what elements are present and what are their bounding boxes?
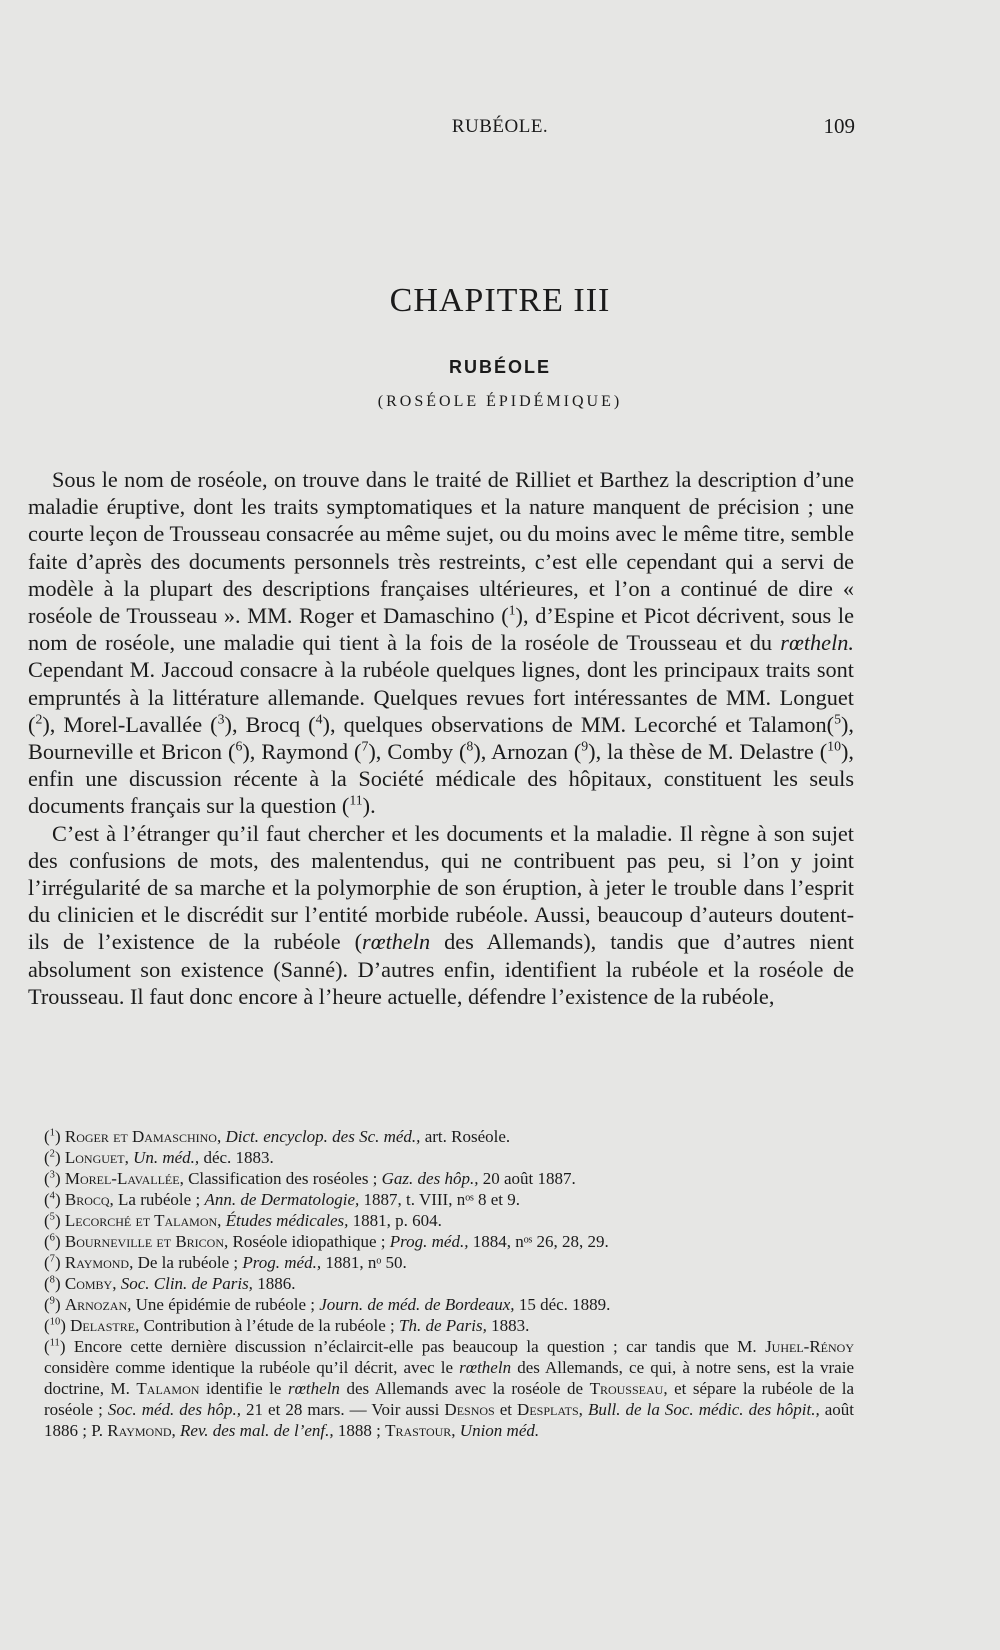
chapter-title: CHAPITRE III: [389, 282, 611, 319]
chapter-alt-name: (ROSÉOLE ÉPIDÉMIQUE): [377, 393, 623, 410]
paragraph-1: Sous le nom de roséole, on trouve dans le traité de Rilliet et Barthez la description d’une maladie éruptive, dont les traits symptomatiques et la nature manquent de précision ; une courte leçon de Trousseau consacrée au même sujet, ou du moins avec le même titre, semble faite d’après des documents personnels très restreints, c’est elle cependant qui a servi de modèle à la plupart des descriptions françaises ultérieures, et l’on a continué de dire « roséole de Trousseau ». MM. Roger et Damaschino ($^1$), d’Espine et Picot décrivent, sous le nom de roséole, une maladie qui tient à la fois de la roséole de Trousseau et du rœtheln. Cependant M. Jaccoud consacre à la rubéole quelques lignes, dont les principaux traits sont empruntés à la littérature allemande. Quelques revues fort intéressantes de MM. Longuet ($^2$), Morel-Lavallée ($^3$), Brocq ($^4$), quelques observations de MM. Lecorché et Talamon($^5$), Bourneville et Bricon ($^6$), Raymond ($^7$), Comby ($^8$), Arnozan ($^9$), la thèse de M. Delastre ($^{10}$), enfin une discussion récente à la Société médicale des hôpitaux, constituent les seuls documents français sur la question ($^{11}$).: [28, 467, 854, 819]
running-head: [0, 110, 1000, 140]
footnote-ref: 1: [508, 602, 516, 618]
footnote: ($^2$) Longuet, Un. méd., déc. 1883.: [44, 1148, 274, 1167]
footnote-ref: 4: [315, 711, 323, 727]
footnote-ref: 10: [827, 738, 841, 754]
footnotes: [28, 1126, 854, 1441]
footnote: ($^4$) Brocq, La rubéole ; Ann. de Dermatologie, 1887, t. VIII, nᵒˢ 8 et 9.: [44, 1190, 520, 1209]
footnote: ($^{11}$) Encore cette dernière discussion n’éclaircit-elle pas beaucoup la question ; car tandis que M. Juhel-Rénoy considère comme identique la rubéole qu’il décrit, avec le rœtheln des Allemands, ce qui, à notre sens, est la vraie doctrine, M. Talamon identifie le rœtheln des Allemands avec la roséole de Trousseau, et sépare la rubéole de la roséole ; Soc. méd. des hôp., 21 et 28 mars. — Voir aussi Desnos et Desplats, Bull. de la Soc. médic. des hôpit., août 1886 ; P. Raymond, Rev. des mal. de l’enf., 1888 ; Trastour, Union méd.: [44, 1337, 854, 1440]
footnote: ($^5$) Lecorché et Talamon, Études médicales, 1881, p. 604.: [44, 1211, 442, 1230]
footnote: ($^3$) Morel-Lavallée, Classification des roséoles ; Gaz. des hôp., 20 août 1887.: [44, 1169, 576, 1188]
footnote-ref: 9: [581, 738, 589, 754]
footnote: ($^7$) Raymond, De la rubéole ; Prog. méd., 1881, nᵒ 50.: [44, 1253, 407, 1272]
footnote: ($^1$) Roger et Damaschino, Dict. encyclop. des Sc. méd., art. Roséole.: [44, 1127, 511, 1146]
footnote-ref: 6: [235, 738, 243, 754]
footnote: ($^8$) Comby, Soc. Clin. de Paris, 1886.: [44, 1274, 296, 1293]
footnote-ref: 7: [361, 738, 369, 754]
footnote: ($^9$) Arnozan, Une épidémie de rubéole ; Journ. de méd. de Bordeaux, 15 déc. 1889.: [44, 1295, 611, 1314]
footnote-ref: 2: [35, 711, 43, 727]
chapter-subtitle: RUBÉOLE: [448, 357, 551, 377]
footnote-ref: 11: [349, 793, 363, 809]
footnote-ref: 5: [834, 711, 841, 727]
footnote: ($^{10}$) Delastre, Contribution à l’étude de la rubéole ; Th. de Paris, 1883.: [44, 1316, 530, 1335]
footnote: ($^6$) Bourneville et Bricon, Roséole idiopathique ; Prog. méd., 1884, nᵒˢ 26, 28, 29.: [44, 1232, 609, 1251]
main-text: [28, 466, 854, 1010]
page-number: 109: [823, 114, 855, 138]
running-title: RUBÉOLE.: [451, 116, 549, 137]
footnote-ref: 8: [466, 738, 474, 754]
paragraph-2: C’est à l’étranger qu’il faut chercher et les documents et la maladie. Il règne à son sujet des confusions de mots, des malentendus, qui ne contribuent pas peu, si l’on y joint l’irrégularité de sa marche et la polymorphie de son éruption, à jeter le trouble dans l’esprit du clinicien et le discrédit sur l’entité morbide rubéole. Aussi, beaucoup d’auteurs doutent-ils de l’existence de la rubéole (rœtheln des Allemands), tandis que d’autres nient absolument son existence (Sanné). D’autres enfin, identifient la rubéole et la roséole de Trousseau. Il faut donc encore à l’heure actuelle, défendre l’existence de la rubéole,: [28, 820, 855, 1009]
footnote-ref: 3: [217, 711, 225, 727]
